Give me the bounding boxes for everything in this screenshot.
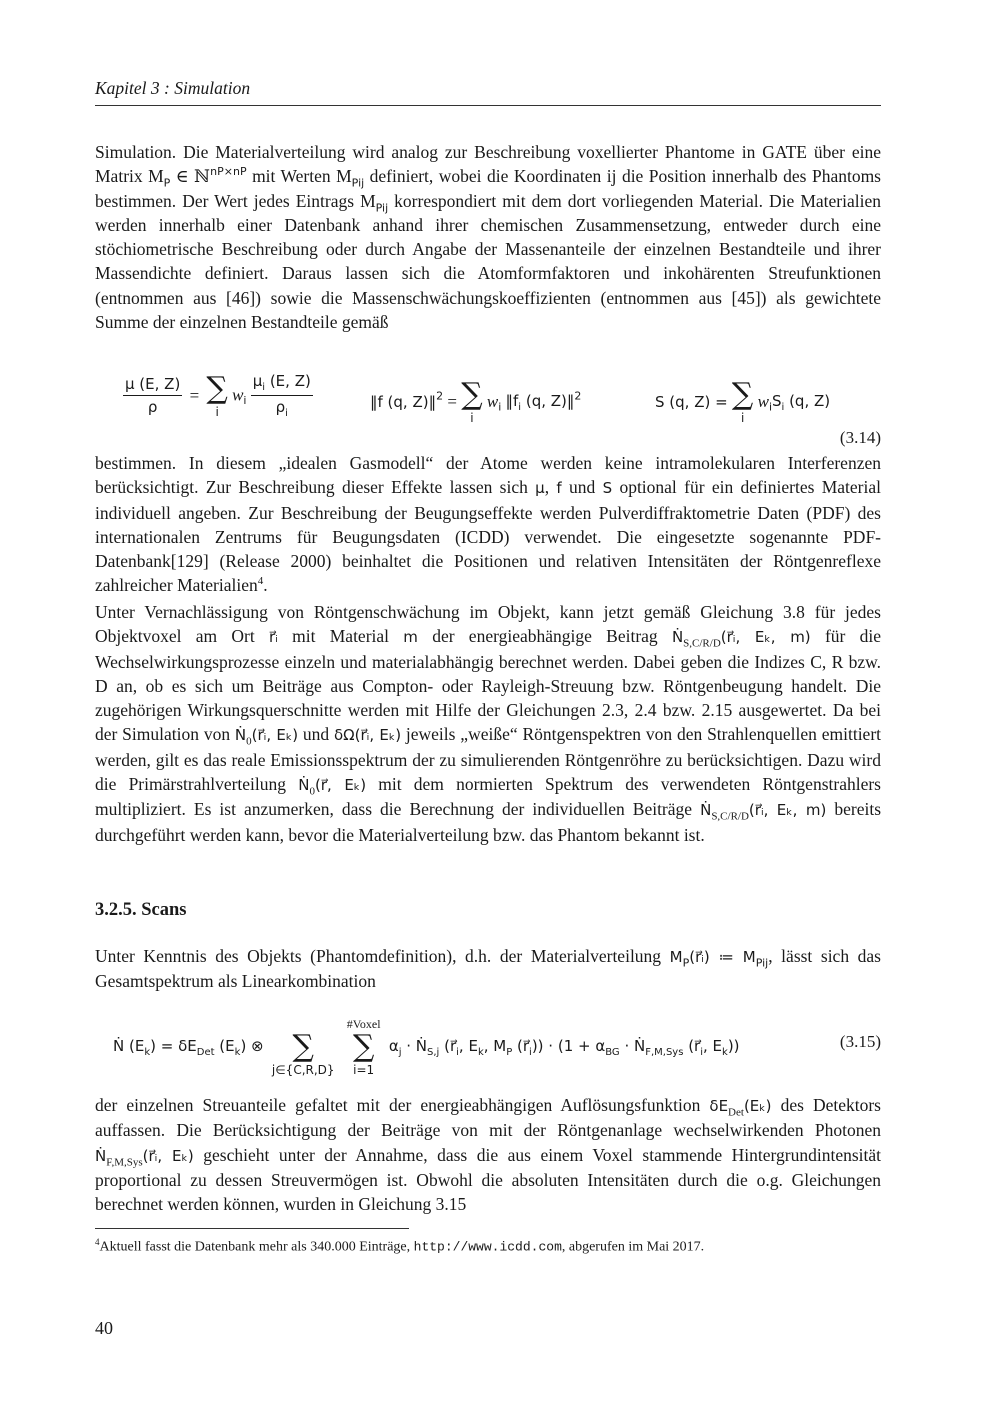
eq314-sum-index-3: i — [740, 411, 745, 425]
eq314-w-2: w — [486, 392, 499, 411]
eq314-part-mu — [123, 372, 313, 419]
p1-sub-p: P — [163, 176, 171, 190]
eq315-lhs: Ṅ (E — [113, 1036, 145, 1055]
eq314-si: S — [772, 391, 782, 410]
eq315-sum-2-lim: i=1 — [353, 1063, 375, 1077]
p4-sub-p: P — [682, 956, 690, 970]
p3-text-8: für die Wechselwirkungsprozesse einzeln und materialabhängig berechnet werden. Dabei geben die Indizes C, R bzw. D an, ob es sich um Beiträge aus Compton- oder Rayleigh-Streuung bzw. Röntgenbeugung handelt. Die zugehörigen Wirkungsquerschnitte werden mit Hilfe der Gleichungen 2.3, 2.4 bzw. 2.15 ausgewertet. Da bei der Simulation von — [95, 626, 881, 745]
eq314-sum-sign-1: ∑ — [206, 370, 228, 406]
eq314-frac-mui-rhoi — [251, 372, 313, 419]
p2-mu: μ — [535, 479, 545, 498]
p2-text-6: optional für ein definiertes Material individuell angeben. Zur Beschreibung der Beugungseffekte werden Pulverdiffraktometrie Daten (PDF) des internationalen Zentrums für Beugungsdaten (ICDD) verwendet. Die eingesetzte sogenannte PDF-Datenbank[129] (Release 2000) beinhaltet die Positionen und relativen Intensitäten der Röntgenreflexe zahlreicher Materialien — [95, 477, 881, 596]
eq314-mu-den: ρ — [147, 398, 158, 416]
section-heading — [95, 900, 187, 921]
equation-3-14 — [95, 372, 881, 432]
p3-sub-0-1: 0 — [246, 735, 252, 748]
eq315-det-sub: Det — [196, 1046, 215, 1058]
p2-text-0: bestimmen. In diesem „idealen Gasmodell“ der Atome werden keine intramolekularen Interferenzen berücksichtigt. Zur Beschreibung dieser Effekte lassen sich — [95, 453, 881, 498]
footnote-text-after: , abgerufen im Mai 2017. — [561, 1239, 705, 1255]
eq314-fi-group — [505, 391, 575, 413]
p1-sup-np: nP×nP — [210, 165, 247, 179]
p4-m: M — [669, 948, 683, 966]
p3-text-22: bereits durchgeführt werden kann, bevor die Materialverteilung bzw. das Phantom bekannt ist. — [95, 799, 881, 845]
eq314-sum-index-2: i — [470, 411, 474, 425]
p3-args-1: (r⃗ᵢ, Eₖ, m) — [720, 628, 811, 647]
eq315-sum-1-lim: j∈{C,R,D} — [271, 1063, 335, 1077]
p5-de: δE — [709, 1097, 729, 1115]
paragraph-1 — [95, 140, 881, 334]
p2-text-4: und — [561, 477, 603, 498]
p4-text-5: , lässt sich das Gesamtspektrum als Linearkombination — [95, 946, 881, 992]
paragraph-2 — [95, 451, 881, 598]
footnote — [95, 1233, 881, 1257]
running-head — [95, 78, 881, 106]
eq315-close: )) · (1 + α — [531, 1036, 606, 1055]
eq315-sum-1 — [272, 1018, 335, 1076]
p1-sub-pij: Pij — [351, 176, 365, 190]
p3-sub-0-2: 0 — [309, 785, 315, 798]
p1-text-7: definiert, wobei die Koordinaten ij die Position innerhalb des Phantoms bestimmen. Der Wert jedes Eintrags M — [95, 166, 881, 211]
p4-sub-pij: Pij — [755, 956, 769, 970]
eq315-nsj-sub: S,j — [427, 1046, 440, 1058]
p3-sub-scrd-1: S,C/R/D — [683, 637, 721, 650]
eq314-fi-args: (q, Z)‖ — [521, 391, 575, 410]
eq314-frac-mu-rho — [123, 375, 182, 416]
eq315-sum-2 — [347, 1018, 381, 1076]
footnote-url-link[interactable]: http://www.icdd.com — [413, 1239, 562, 1255]
section-title-text: 3.2.5. Scans — [95, 900, 187, 920]
eq315-bg-dot: · Ṅ — [619, 1036, 646, 1055]
p1-text-5: mit Werten M — [246, 166, 352, 187]
p1-text-3: ∈ ℕ — [170, 166, 211, 187]
eq314-s-lhs: S (q, Z) = — [655, 393, 728, 411]
p1-text-9: korrespondiert mit dem dort vorliegenden Material. Die Materialien werden innerhalb einer Datenbank anhand ihrer chemischen Zusammensetzung, entweder durch eine stöchiometrische Beschreibung oder durch Angabe der Massenanteile der einzelnen Bestandteile und ihrer Massendichte definiert. Daraus lassen sich die Atomformfaktoren und inkohärenten Streufunktionen (entnommen aus [46]) sowie die Massenschwächungskoeffizienten (entnommen aus [45]) als gewichtete Summe der einzelnen Bestandteile gemäß — [95, 190, 882, 333]
p2-s: S — [602, 479, 613, 498]
p5-sub-fms: F,M,Sys — [106, 1156, 143, 1169]
footnote-text-before: Aktuell fasst die Datenbank mehr als 340.000 Einträge, — [99, 1239, 414, 1255]
eq315-ek2-sub: k — [722, 1046, 728, 1058]
p2-footnote-mark[interactable]: 4 — [257, 575, 264, 588]
eq315-number: (3.15) — [839, 1032, 881, 1051]
eq314-rhoi-sub: i — [285, 408, 288, 419]
eq315-nsj-args: (r⃗ — [439, 1036, 457, 1055]
eq315-bg-sub: BG — [605, 1046, 620, 1058]
eq315-sum-sign-2: ∑ — [352, 1029, 375, 1064]
eq315-sum-sign-1: ∑ — [292, 1029, 314, 1064]
eq314-sum-index-1: i — [215, 404, 219, 419]
eq314-f-sq: 2 — [436, 389, 444, 403]
eq315-mp-sub: P — [506, 1046, 513, 1058]
p3-args-4: (r⃗ᵢ, Eₖ, m) — [748, 801, 827, 820]
p1-text-1: über eine Matrix M — [95, 142, 882, 187]
eq314-rhoi: ρ — [275, 398, 286, 416]
page-number-text: 40 — [95, 1318, 113, 1338]
eq314-sum-sign-3: ∑ — [731, 377, 754, 412]
p3-text-4: der energieabhängige Beitrag — [417, 626, 672, 647]
eq314-w-3: w — [757, 392, 769, 411]
running-head-title: Kapitel 3 : Simulation — [95, 78, 251, 98]
eq315-ri2-sub: i — [529, 1046, 532, 1058]
eq314-mui-args: (E, Z) — [265, 372, 311, 390]
eq314-sum-1 — [206, 370, 228, 419]
eq315-det-rest: (E — [214, 1036, 235, 1055]
p3-ndot-4: Ṅ — [700, 801, 712, 820]
p2-text-2: , — [544, 477, 557, 498]
eq314-w-3-sub: i — [768, 400, 772, 414]
p3-domega: δΩ(r⃗ᵢ, Eₖ) — [334, 726, 402, 745]
eq315-fms-close: )) — [727, 1036, 740, 1055]
p2-text-8: . — [263, 575, 268, 596]
p3-text-12: und — [298, 724, 334, 745]
eq315-conv: ) ⊗ — [240, 1036, 264, 1055]
p5-text-8: geschieht unter der Annahme, dass die aus einem Voxel stammende Hintergrundintensität proportional zu dessen Streuvermögen ist. Obwohl die absoluten Intensitäten durch die o.g. Gleichungen berechnet werden können, wurden in Gleichung 3.15 — [95, 1144, 881, 1215]
eq314-si-args: (q, Z) — [784, 391, 831, 410]
p3-args-2: (r⃗ᵢ, Eₖ) — [251, 726, 299, 745]
eq315-det-k: k — [234, 1046, 241, 1058]
p4-text-0: Unter Kenntnis des Objekts (Phantomdefinition), d.h. der Materialverteilung — [95, 946, 670, 966]
paragraph-3 — [95, 600, 881, 847]
eq314-part-f — [370, 377, 582, 425]
eq314-f-lhs: ‖f (q, Z)‖ — [370, 393, 437, 411]
p5-ndot: Ṅ — [95, 1146, 107, 1165]
eq315-fms-sub: F,M,Sys — [645, 1046, 684, 1058]
p5-ek: (Eₖ) — [743, 1097, 772, 1115]
p5-args: (r⃗ᵢ, Eₖ) — [142, 1146, 194, 1165]
paragraph-5 — [95, 1093, 881, 1216]
p3-sub-scrd-2: S,C/R/D — [711, 810, 749, 823]
eq314-part-s — [655, 377, 831, 425]
eq315-mp-args: (r⃗ — [512, 1036, 530, 1055]
p5-text-0: der einzelnen Streuanteile gefaltet mit der energieabhängigen Auflösungsfunktion — [95, 1095, 710, 1115]
p3-text-14: jeweils „weiße“ Röntgenspektren von den Strahlenquellen emittiert werden, gilt es das reale Emissionsspektrum der zu simulierenden Röntgenröhre zu berücksichtigen. Dazu wird die Primärstrahlverteilung — [95, 724, 882, 795]
eq315-args-mid: , E — [458, 1036, 478, 1055]
p3-args-3: (r⃗, Eₖ) — [314, 776, 367, 795]
eq315-ri3-sub: i — [700, 1046, 703, 1058]
eq314-number: (3.14) — [839, 428, 881, 447]
eq314-fi: ‖f — [505, 391, 519, 410]
p2-f: f — [556, 479, 562, 498]
p3-ri: r⃗ᵢ — [269, 628, 278, 647]
p3-ndot-1: Ṅ — [671, 628, 684, 647]
equation-3-15 — [95, 1010, 881, 1076]
eq315-dot-n: · Ṅ — [401, 1036, 428, 1055]
p3-ndot-2: Ṅ — [234, 726, 247, 745]
paragraph-4 — [95, 944, 881, 994]
page-number — [95, 1318, 113, 1339]
eq315-mp: , M — [483, 1036, 507, 1055]
eq314-si-sub: i — [781, 401, 785, 413]
p3-text-2: mit Material — [277, 626, 404, 647]
eq315-alpha: α — [388, 1036, 399, 1055]
footnote-rule — [95, 1228, 409, 1229]
p1-text-0: Simulation. Die Materialverteilung wird analog zur Beschreibung voxellierter Phantome in GATE — [95, 142, 807, 162]
eq314-si-group — [772, 391, 831, 413]
p1-sub-pij-2: Pij — [375, 201, 389, 215]
eq314-w-1-sub: i — [243, 393, 247, 407]
p5-sub-det: Det — [728, 1106, 744, 1119]
eq315-ek-sub: k — [477, 1046, 484, 1058]
eq315-sum-2-top: #Voxel — [346, 1017, 381, 1031]
eq315-fms-mid: , E — [703, 1036, 723, 1055]
eq314-mui-sub: i — [262, 382, 266, 393]
p5-text-4: des Detektors auffassen. Die Berücksichtigung der Beiträge von mit der Röntgenanlage wechselwirkenden Photonen — [95, 1095, 881, 1141]
p3-ndot-3: Ṅ — [298, 776, 310, 795]
footnote-mark: 4 — [95, 1237, 100, 1247]
eq315-lhs-sub: k — [144, 1046, 151, 1058]
p3-m: m — [403, 628, 418, 647]
p4-ri-def: (r⃗ᵢ) ≔ M — [689, 948, 756, 966]
eq314-sum-3 — [731, 377, 754, 425]
eq314-mui: μ — [252, 372, 263, 390]
eq314-sum-sign-2: ∑ — [461, 377, 483, 412]
eq315-lhs-group — [113, 1036, 264, 1058]
eq315-lhs-end: ) = δE — [150, 1036, 197, 1055]
eq314-equals-2: = — [447, 392, 457, 411]
eq314-equals-1: = — [189, 385, 200, 405]
eq315-alpha-sub: j — [398, 1046, 402, 1058]
eq314-number-row — [95, 428, 881, 450]
p3-text-18: mit dem normierten Spektrum des verwendeten Röntgenstrahlers multipliziert. Es ist anzumerken, dass die Berechnung der individuellen Beiträge — [95, 774, 881, 820]
eq314-w-2-sub: i — [498, 400, 502, 414]
eq314-w-1: w — [232, 385, 244, 405]
eq314-fi-sq: 2 — [574, 389, 582, 403]
eq315-body — [113, 1018, 740, 1076]
eq315-fms-args: (r⃗ — [683, 1036, 701, 1055]
eq314-fi-sub: i — [518, 401, 522, 413]
p3-text-0: Unter Vernachlässigung von Röntgenschwächung im Objekt, kann jetzt gemäß Gleichung 3.8 für jedes Objektvoxel am Ort — [95, 602, 881, 647]
eq314-mu-num: μ (E, Z) — [123, 375, 182, 396]
eq315-ri-sub: i — [456, 1046, 459, 1058]
eq314-sum-2 — [461, 377, 483, 425]
eq315-rhs-group — [388, 1036, 740, 1058]
